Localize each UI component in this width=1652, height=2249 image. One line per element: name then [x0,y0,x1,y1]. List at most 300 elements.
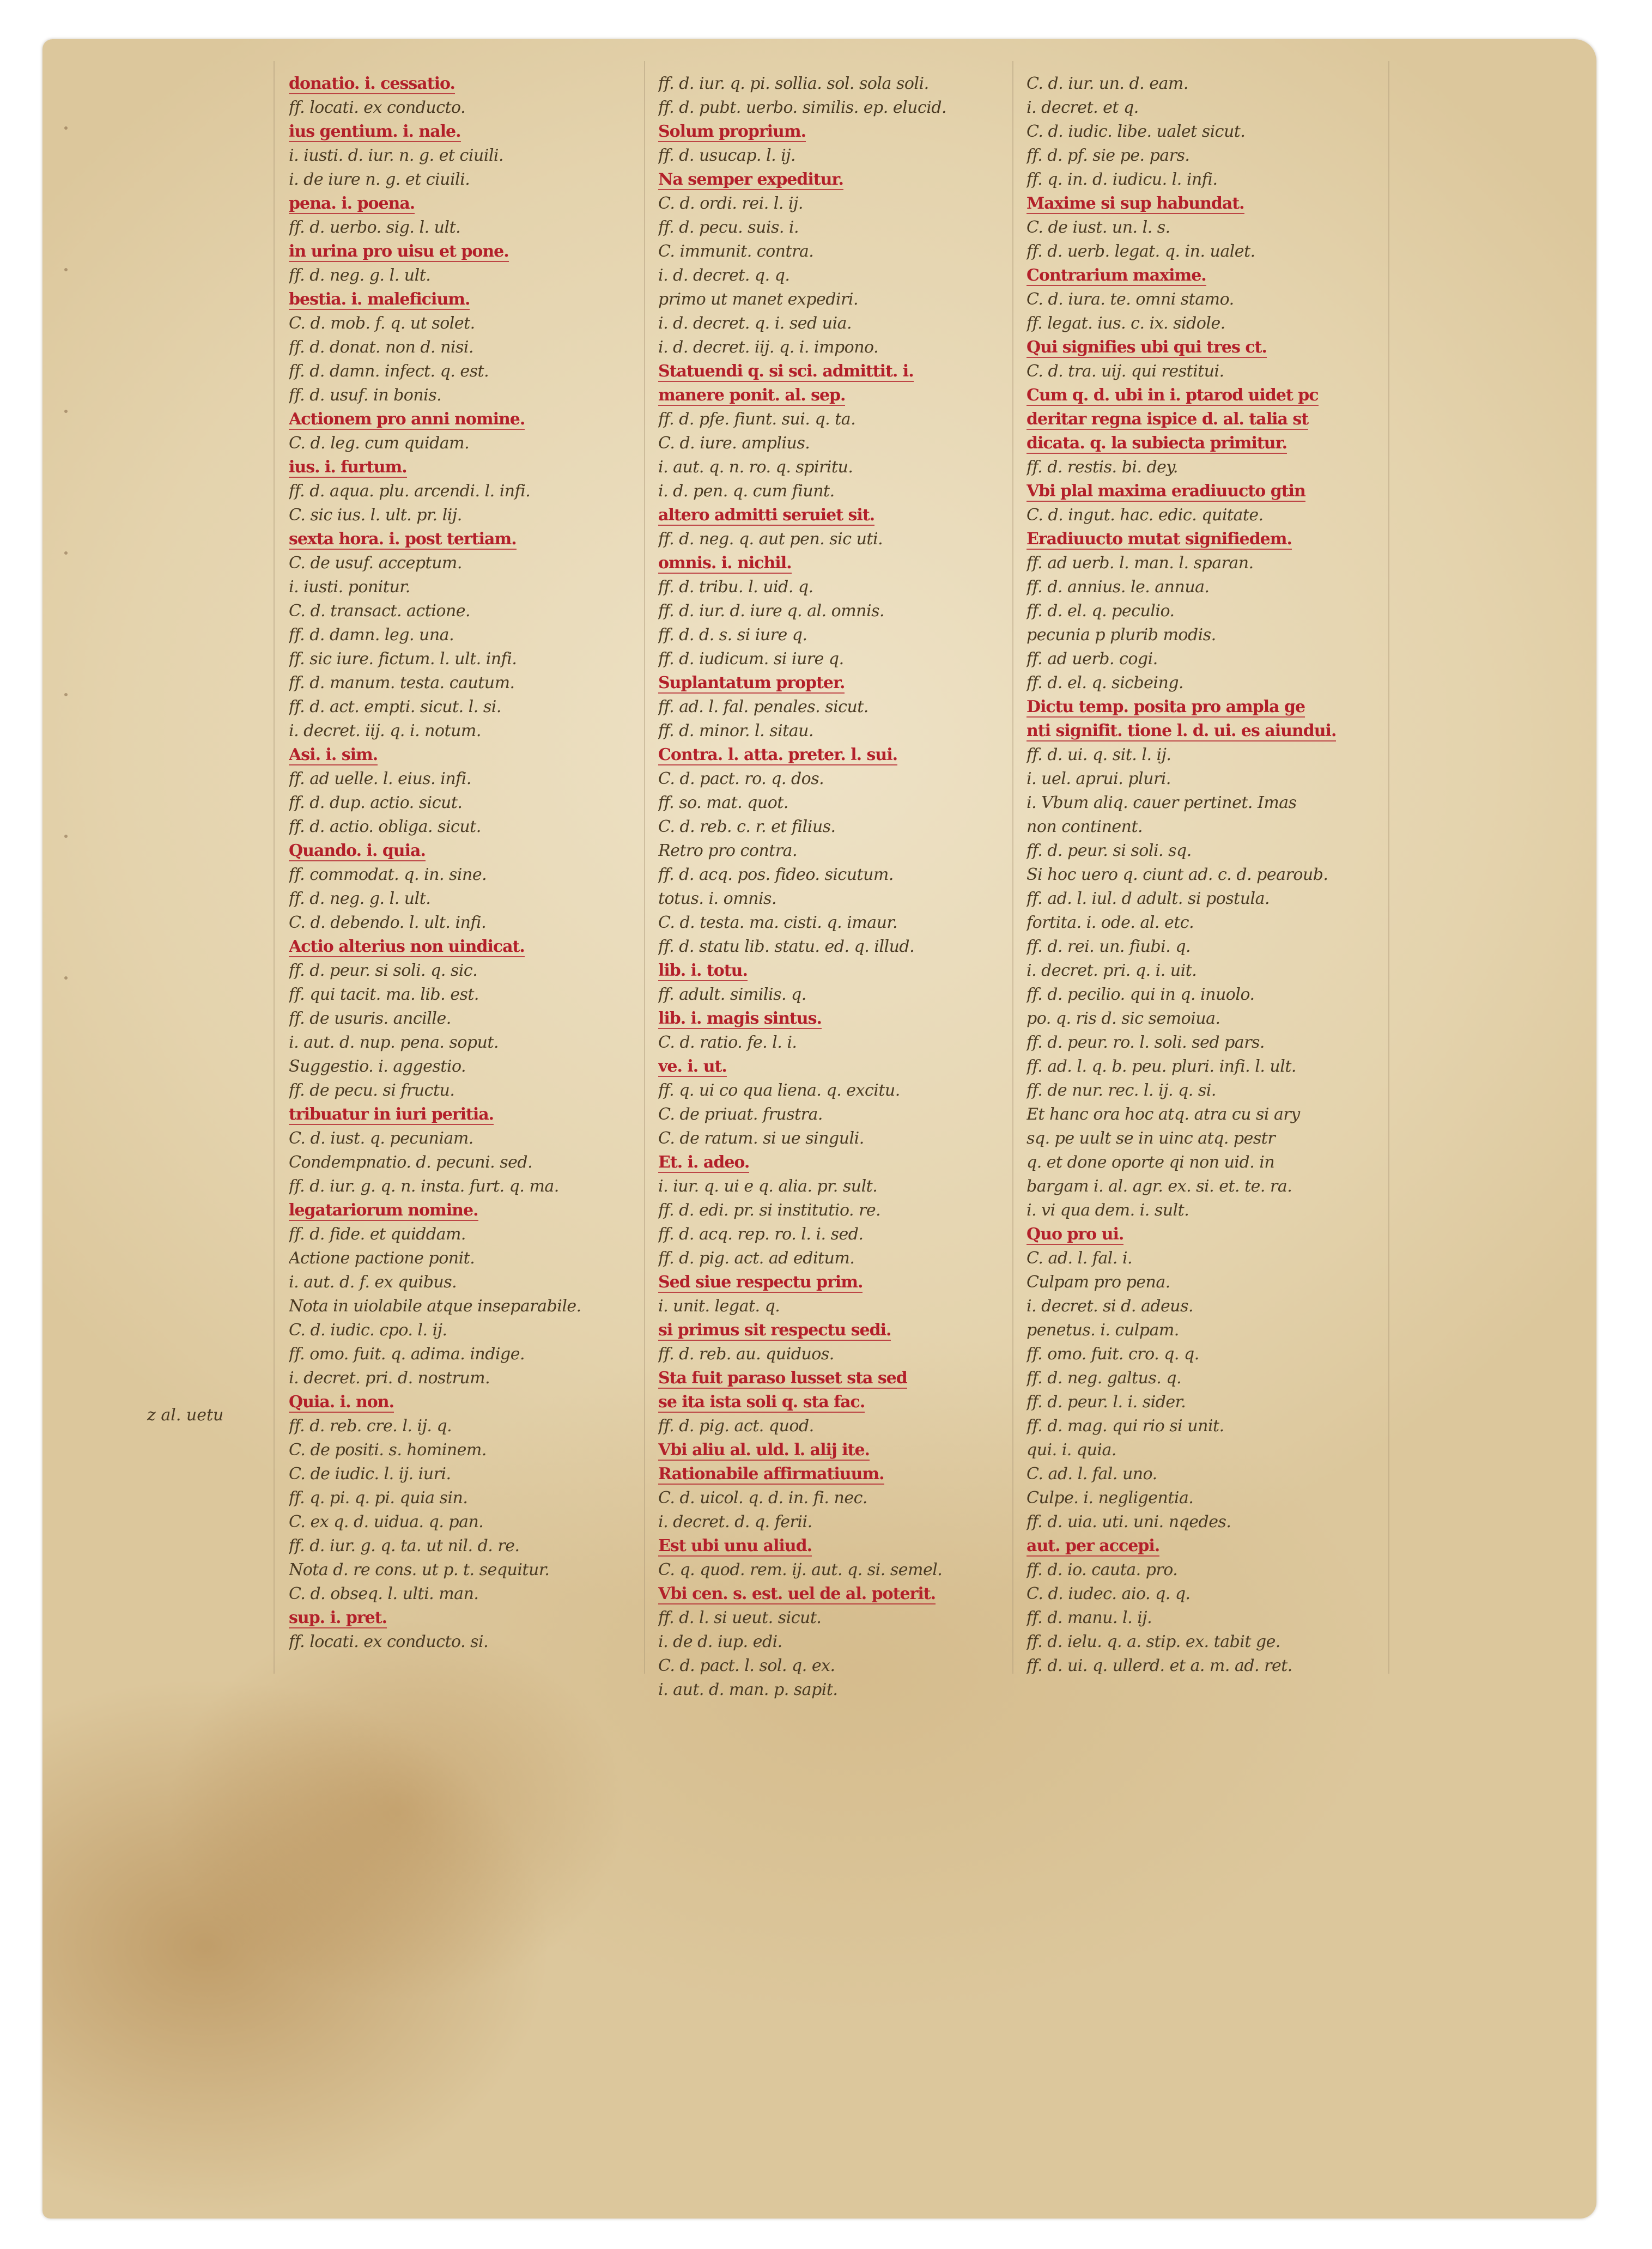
line-text: ff. d. reb. au. quiduos. [658,1345,834,1364]
text-line [658,1486,1007,1510]
rubric-line [658,1534,1007,1558]
line-text: Vbi plal maxima eradiuucto gtin [1027,482,1305,501]
line-text: sq. pe uult se in uinc atq. pestr [1027,1129,1276,1148]
line-text: ff. de usuris. ancille. [289,1009,451,1028]
line-text: aut. per accepi. [1027,1536,1160,1555]
line-text: ff. d. damn. infect. q. est. [289,362,489,381]
line-text: fortita. i. ode. al. etc. [1027,913,1194,932]
text-line [289,1510,637,1534]
line-text: Et. i. adeo. [658,1153,750,1172]
text-line [289,1366,637,1390]
text-line [289,503,637,527]
text-line [1027,1294,1375,1318]
text-line [1027,983,1375,1007]
text-line [658,1127,1007,1151]
line-text: C. d. mob. f. q. ut solet. [289,314,475,333]
line-text: pecunia p plurib modis. [1027,625,1216,645]
text-line [658,431,1007,455]
line-text: penetus. i. culpam. [1027,1321,1179,1340]
text-line [1027,288,1375,312]
rubric-line [1027,336,1375,360]
line-text: i. unit. legat. q. [658,1297,780,1316]
line-text: Statuendi q. si sci. admittit. i. [658,362,914,381]
line-text: ff. d. reb. cre. l. ij. q. [289,1417,452,1436]
text-line [1027,1414,1375,1438]
rubric-line [1027,1223,1375,1247]
line-text: ff. d. pubt. uerbo. similis. ep. elucid. [658,98,947,117]
text-line [658,1558,1007,1582]
line-text: i. aut. q. n. ro. q. spiritu. [658,458,853,477]
line-text: ius gentium. i. nale. [289,122,461,141]
line-text: dicata. q. la subiecta primitur. [1027,434,1287,453]
rubric-line [658,1438,1007,1462]
text-line [658,839,1007,863]
text-line [1027,551,1375,575]
text-line [1027,1366,1375,1390]
line-text: C. d. iura. te. omni stamo. [1027,290,1234,309]
text-line [1027,839,1375,863]
rubric-line [658,671,1007,695]
line-text: C. de usuf. acceptum. [289,554,462,573]
rubric-line [289,1103,637,1127]
line-text: ff. d. pig. act. ad editum. [658,1249,855,1268]
line-text: i. de d. iup. edi. [658,1632,782,1651]
line-text: ff. q. ui co qua liena. q. excitu. [658,1081,900,1100]
line-text: omnis. i. nichil. [658,554,792,573]
line-text: ff. d. fide. et quiddam. [289,1225,466,1244]
line-text: deritar regna ispice d. al. talia st [1027,410,1309,429]
text-line [1027,1630,1375,1654]
text-line [1027,72,1375,96]
text-line [1027,887,1375,911]
text-line [289,647,637,671]
text-line [289,1007,637,1031]
line-text: Na semper expeditur. [658,170,843,189]
line-text: Maxime si sup habundat. [1027,194,1244,213]
rubric-line [289,288,637,312]
line-text: ff. d. statu lib. statu. ed. q. illud. [658,937,915,956]
text-line [658,575,1007,599]
rubric-line [289,72,637,96]
line-text: i. de iure n. g. et ciuili. [289,170,470,189]
line-text: Nota d. re cons. ut p. t. sequitur. [289,1560,550,1579]
line-text: C. d. uicol. q. d. in. fi. nec. [658,1488,867,1508]
line-text: ff. d. edi. pr. si institutio. re. [658,1201,881,1220]
rubric-line [1027,264,1375,288]
line-text: C. d. pact. ro. q. dos. [658,769,824,788]
text-line [289,479,637,503]
text-line [289,431,637,455]
line-text: ff. d. pfe. fiunt. sui. q. ta. [658,410,856,429]
text-line [1027,647,1375,671]
line-text: ff. ad uelle. l. eius. infi. [289,769,471,788]
line-text: altero admitti seruiet sit. [658,506,875,525]
text-line [289,1223,637,1247]
text-line [289,623,637,647]
text-line [658,408,1007,431]
rubric-line [658,551,1007,575]
text-line [1027,1462,1375,1486]
line-text: ff. de pecu. si fructu. [289,1081,455,1100]
line-text: ff. d. io. cauta. pro. [1027,1560,1178,1579]
line-text: Vbi cen. s. est. uel de al. poterit. [658,1584,936,1603]
text-line [1027,312,1375,336]
line-text: ff. d. dup. actio. sicut. [289,793,463,812]
line-text: C. d. debendo. l. ult. infi. [289,913,487,932]
text-line [1027,911,1375,935]
line-text: po. q. ris d. sic semoiua. [1027,1009,1220,1028]
line-text: ff. d. damn. leg. una. [289,625,454,645]
rubric-line [289,120,637,144]
line-text: C. ad. l. fal. i. [1027,1249,1133,1268]
line-text: C. ad. l. fal. uno. [1027,1464,1157,1484]
line-text: ff. d. d. s. si iure q. [658,625,807,645]
line-text: Solum proprium. [658,122,806,141]
line-text: C. d. ingut. hac. edic. quitate. [1027,506,1264,525]
text-line [658,1031,1007,1055]
line-text: ff. locati. ex conducto. [289,98,466,117]
line-text: ff. omo. fuit. q. adima. indige. [289,1345,525,1364]
rubric-line [658,503,1007,527]
text-line [658,1630,1007,1654]
rubric-line [289,240,637,264]
line-text: Contra. l. atta. preter. l. sui. [658,745,898,764]
line-text: ff. d. pecu. suis. i. [658,218,799,237]
line-text: ff. d. uerb. legat. q. in. ualet. [1027,242,1255,261]
line-text: Sed siue respectu prim. [658,1273,863,1292]
text-line [1027,815,1375,839]
text-line [289,1486,637,1510]
line-text: nti signifit. tione l. d. ui. es aiundui. [1027,721,1337,740]
line-text: i. iusti. ponitur. [289,578,410,597]
text-line [289,264,637,288]
text-line [1027,1175,1375,1199]
line-text: ff. d. el. q. peculio. [1027,601,1175,621]
line-text: ff. d. iur. g. q. n. insta. furt. q. ma. [289,1177,559,1196]
text-line [289,791,637,815]
text-line [289,863,637,887]
line-text: i. decret. si d. adeus. [1027,1297,1194,1316]
rubric-line [658,1582,1007,1606]
line-text: C. d. transact. actione. [289,601,471,621]
line-text: C. d. obseq. l. ulti. man. [289,1584,479,1603]
line-text: i. decret. pri. d. nostrum. [289,1369,490,1388]
text-line [289,1414,637,1438]
line-text: lib. i. magis sintus. [658,1009,822,1028]
text-line [658,1510,1007,1534]
text-line [658,144,1007,168]
rubric-line [1027,527,1375,551]
text-line [658,96,1007,120]
rubric-line [658,1007,1007,1031]
text-line [1027,1438,1375,1462]
text-line [658,791,1007,815]
line-text: i. vi qua dem. i. sult. [1027,1201,1189,1220]
line-text: ff. d. neg. galtus. q. [1027,1369,1182,1388]
line-text: ff. d. neg. g. l. ult. [289,266,431,285]
text-line [1027,1654,1375,1678]
line-text: ff. d. usuf. in bonis. [289,386,442,405]
line-text: ff. so. mat. quot. [658,793,788,812]
rubric-line [1027,719,1375,743]
line-text: Quando. i. quia. [289,841,426,860]
text-line [658,647,1007,671]
rubric-line [289,1606,637,1630]
text-line [658,719,1007,743]
line-text: i. iur. q. ui e q. alia. pr. sult. [658,1177,878,1196]
text-line [658,288,1007,312]
line-text: Suggestio. i. aggestio. [289,1057,466,1076]
text-line [289,1271,637,1294]
line-text: ff. d. el. q. sicbeing. [1027,673,1184,692]
line-text: Quia. i. non. [289,1393,394,1412]
line-text: ff. d. minor. l. sitau. [658,721,813,740]
text-line [289,1294,637,1318]
text-line [1027,144,1375,168]
text-line [1027,120,1375,144]
line-text: C. d. iust. q. pecuniam. [289,1129,473,1148]
rubric-line [658,1390,1007,1414]
line-text: totus. i. omnis. [658,889,776,908]
line-text: Culpe. i. negligentia. [1027,1488,1194,1508]
text-line [289,168,637,192]
line-text: Culpam pro pena. [1027,1273,1170,1292]
line-text: C. d. testa. ma. cisti. q. imaur. [658,913,897,932]
line-text: ff. d. uerbo. sig. l. ult. [289,218,461,237]
text-line [289,983,637,1007]
text-line [658,527,1007,551]
pricking-hole [64,835,68,838]
rubric-line [658,168,1007,192]
line-text: C. de ratum. si ue singuli. [658,1129,864,1148]
rubric-line [289,408,637,431]
rubric-line [658,743,1007,767]
line-text: ff. omo. fuit. cro. q. q. [1027,1345,1199,1364]
text-line [1027,360,1375,384]
manuscript-leaf [42,39,1596,2218]
line-text: manere ponit. al. sep. [658,386,846,405]
text-line [289,815,637,839]
line-text: bestia. i. maleficium. [289,290,470,309]
line-text: C. de positi. s. hominem. [289,1440,487,1460]
text-line [289,1342,637,1366]
line-text: ff. de nur. rec. l. ij. q. si. [1027,1081,1216,1100]
line-text: Asi. i. sim. [289,745,378,764]
text-line [1027,623,1375,647]
line-text: ff. d. peur. si soli. sq. [1027,841,1192,860]
text-line [658,767,1007,791]
line-text: ff. qui tacit. ma. lib. est. [289,985,479,1004]
text-column-2 [658,72,1007,1702]
text-line [289,96,637,120]
text-line [289,360,637,384]
line-text: i. uel. aprui. pluri. [1027,769,1171,788]
text-line [289,1438,637,1462]
text-line [658,72,1007,96]
line-text: Si hoc uero q. ciunt ad. c. d. pearoub. [1027,865,1328,884]
text-line [289,144,637,168]
line-text: ff. d. tribu. l. uid. q. [658,578,813,597]
line-text: ff. legat. ius. c. ix. sidole. [1027,314,1225,333]
rubric-line [1027,695,1375,719]
text-line [1027,96,1375,120]
line-text: qui. i. quia. [1027,1440,1116,1460]
text-line [658,815,1007,839]
line-text: i. d. decret. iij. q. i. impono. [658,338,879,357]
line-text: Contrarium maxime. [1027,266,1206,285]
pricking-hole [64,268,68,271]
line-text: primo ut manet expediri. [658,290,858,309]
line-text: ff. d. pecilio. qui in q. inuolo. [1027,985,1255,1004]
text-line [1027,240,1375,264]
text-line [1027,1558,1375,1582]
line-text: ff. d. ielu. q. a. stip. ex. tabit ge. [1027,1632,1280,1651]
line-text: i. decret. iij. q. i. notum. [289,721,481,740]
text-line [289,1127,637,1151]
text-line [1027,1318,1375,1342]
rubric-line [289,1199,637,1223]
line-text: C. d. pact. l. sol. q. ex. [658,1656,835,1675]
line-text: Quo pro ui. [1027,1225,1124,1244]
line-text: ff. d. peur. si soli. q. sic. [289,961,478,980]
line-text: C. d. ratio. fe. l. i. [658,1033,797,1052]
text-line [1027,1103,1375,1127]
line-text: ff. d. actio. obliga. sicut. [289,817,481,836]
rubric-line [289,935,637,959]
rubric-line [658,959,1007,983]
text-line [1027,1127,1375,1151]
text-line [658,599,1007,623]
rubric-line [289,192,637,216]
text-line [1027,1079,1375,1103]
line-text: ff. d. neg. q. aut pen. sic uti. [658,530,883,549]
line-text: bargam i. al. agr. ex. si. et. te. ra. [1027,1177,1292,1196]
text-line [658,1606,1007,1630]
line-text: ius. i. furtum. [289,458,407,477]
text-line [1027,168,1375,192]
text-line [658,240,1007,264]
line-text: sup. i. pret. [289,1608,387,1627]
line-text: ff. d. mag. qui rio si unit. [1027,1417,1224,1436]
line-text: i. d. decret. q. i. sed uia. [658,314,852,333]
pricking-hole [64,693,68,696]
text-line [658,312,1007,336]
line-text: i. d. pen. q. cum fiunt. [658,482,835,501]
rubric-line [658,1366,1007,1390]
text-line [1027,1582,1375,1606]
line-text: ff. d. act. empti. sicut. l. si. [289,697,501,716]
line-text: ff. d. rei. un. fiubi. q. [1027,937,1191,956]
rubric-line [289,839,637,863]
line-text: ff. q. pi. q. pi. quia sin. [289,1488,468,1508]
line-text: ff. d. iudicum. si iure q. [658,649,844,668]
line-text: ff. d. pf. sie pe. pars. [1027,146,1190,165]
text-line [658,1247,1007,1271]
text-line [658,1175,1007,1199]
line-text: Sta fuit paraso lusset sta sed [658,1369,907,1388]
line-text: ff. commodat. q. in. sine. [289,865,487,884]
text-line [1027,791,1375,815]
line-text: Suplantatum propter. [658,673,845,692]
line-text: ff. d. manum. testa. cautum. [289,673,515,692]
line-text: i. iusti. d. iur. n. g. et ciuili. [289,146,504,165]
line-text: ff. d. pig. act. quod. [658,1417,814,1436]
text-line [658,216,1007,240]
rubric-line [658,384,1007,408]
text-line [1027,1151,1375,1175]
text-line [658,887,1007,911]
text-line [289,1175,637,1199]
line-text: Est ubi unu aliud. [658,1536,812,1555]
line-text: ff. d. uia. uti. uni. nqedes. [1027,1512,1231,1531]
text-line [658,983,1007,1007]
text-line [289,1151,637,1175]
text-line [658,1654,1007,1678]
text-line [658,192,1007,216]
line-text: C. de iust. un. l. s. [1027,218,1170,237]
line-text: ff. d. neg. g. l. ult. [289,889,431,908]
text-line [658,1678,1007,1702]
text-line [1027,743,1375,767]
line-text: donatio. i. cessatio. [289,74,455,93]
line-text: C. d. iudic. libe. ualet sicut. [1027,122,1246,141]
line-text: i. decret. d. q. ferii. [658,1512,812,1531]
ruling-line [1388,61,1389,1674]
text-line [1027,1390,1375,1414]
text-line [289,959,637,983]
text-line [658,911,1007,935]
line-text: se ita ista soli q. sta fac. [658,1393,865,1412]
line-text: ff. d. iur. g. q. ta. ut nil. d. re. [289,1536,520,1555]
line-text: ve. i. ut. [658,1057,727,1076]
line-text: q. et done oporte qi non uid. in [1027,1153,1275,1172]
text-line [289,336,637,360]
line-text: Dictu temp. posita pro ampla ge [1027,697,1305,716]
line-text: ff. d. annius. le. annua. [1027,578,1210,597]
line-text: Actio alterius non uindicat. [289,937,525,956]
line-text: ff. d. peur. ro. l. soli. sed pars. [1027,1033,1265,1052]
line-text: Actione pactione ponit. [289,1249,475,1268]
text-line [289,1318,637,1342]
line-text: ff. d. aqua. plu. arcendi. l. infi. [289,482,531,501]
pricking-hole [64,126,68,130]
rubric-line [1027,192,1375,216]
line-text: i. decret. et q. [1027,98,1139,117]
rubric-line [658,1151,1007,1175]
line-text: i. aut. d. man. p. sapit. [658,1680,838,1699]
rubric-line [658,1462,1007,1486]
text-line [289,911,637,935]
line-text: C. d. iudec. aio. q. q. [1027,1584,1191,1603]
line-text: ff. ad. l. iul. d adult. si postula. [1027,889,1270,908]
text-line [1027,1606,1375,1630]
line-text: pena. i. poena. [289,194,415,213]
line-text: ff. d. manu. l. ij. [1027,1608,1152,1627]
text-line [1027,767,1375,791]
line-text: in urina pro uisu et pone. [289,242,509,261]
text-line [658,1294,1007,1318]
line-text: C. d. ordi. rei. l. ij. [658,194,803,213]
line-text: legatariorum nomine. [289,1201,478,1220]
text-line [658,264,1007,288]
text-column-1 [289,72,637,1654]
line-text: ff. d. usucap. l. ij. [658,146,796,165]
text-line [1027,575,1375,599]
line-text: C. d. iudic. cpo. l. ij. [289,1321,447,1340]
text-line [289,216,637,240]
line-text: lib. i. totu. [658,961,748,980]
line-text: i. decret. pri. q. i. uit. [1027,961,1197,980]
